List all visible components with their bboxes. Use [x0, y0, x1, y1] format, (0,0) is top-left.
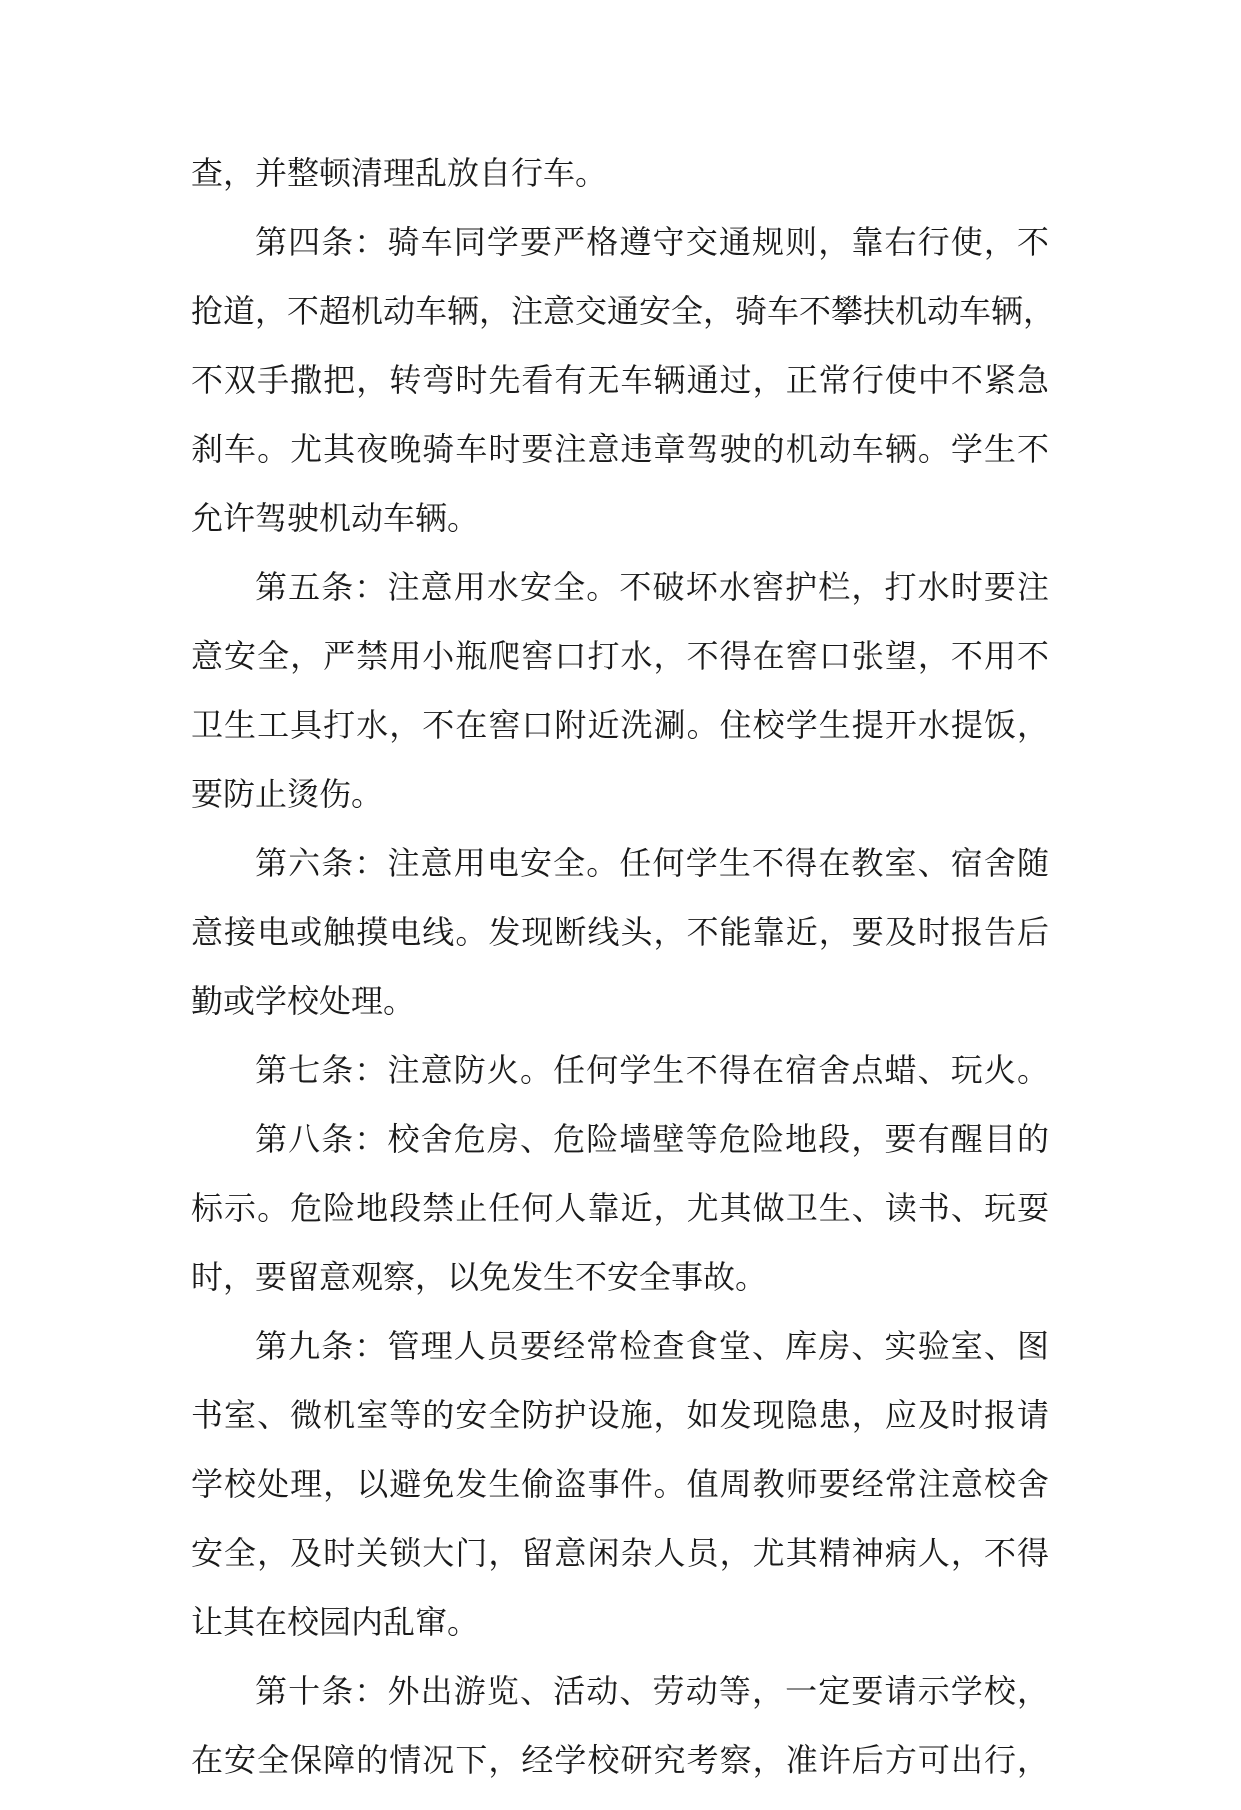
text-line: 在安全保障的情况下，经学校研究考察，准许后方可出行， — [191, 1741, 1049, 1779]
text-line: 查，并整顿清理乱放自行车。 — [191, 154, 608, 192]
text-line: 不双手撒把，转弯时先看有无车辆通过，正常行使中不紧急 — [191, 361, 1049, 399]
article-5-line: 第五条：注意用水安全。不破坏水窖护栏，打水时要注 — [255, 568, 1049, 606]
text-line: 安全，及时关锁大门，留意闲杂人员，尤其精神病人，不得 — [191, 1534, 1049, 1572]
text-line: 卫生工具打水，不在窖口附近洗涮。住校学生提开水提饭， — [191, 706, 1049, 744]
text-line: 勤或学校处理。 — [191, 982, 416, 1020]
document-body — [191, 154, 1056, 1810]
text-line: 抢道，不超机动车辆，注意交通安全，骑车不攀扶机动车辆， — [191, 292, 1056, 330]
article-6-line: 第六条：注意用电安全。任何学生不得在教室、宿舍随 — [255, 844, 1049, 882]
text-line: 学校处理，以避免发生偷盗事件。值周教师要经常注意校舍 — [191, 1465, 1049, 1503]
text-line: 时，要留意观察，以免发生不安全事故。 — [191, 1258, 768, 1296]
text-line: 要防止烫伤。 — [191, 775, 384, 813]
article-4-line: 第四条：骑车同学要严格遵守交通规则，靠右行使，不 — [255, 223, 1049, 261]
text-line: 让其在校园内乱窜。 — [191, 1603, 480, 1641]
text-line: 书室、微机室等的安全防护设施，如发现隐患，应及时报请 — [191, 1396, 1049, 1434]
text-line: 刹车。尤其夜晚骑车时要注意违章驾驶的机动车辆。学生不 — [191, 430, 1049, 468]
article-8-line: 第八条：校舍危房、危险墙壁等危险地段，要有醒目的 — [255, 1120, 1049, 1158]
text-line: 允许驾驶机动车辆。 — [191, 499, 480, 537]
article-10-line: 第十条：外出游览、活动、劳动等，一定要请示学校， — [255, 1672, 1049, 1710]
article-9-line: 第九条：管理人员要经常检查食堂、库房、实验室、图 — [255, 1327, 1049, 1365]
text-line: 意接电或触摸电线。发现断线头，不能靠近，要及时报告后 — [191, 913, 1049, 951]
text-line: 标示。危险地段禁止任何人靠近，尤其做卫生、读书、玩耍 — [191, 1189, 1049, 1227]
text-line: 意安全，严禁用小瓶爬窖口打水，不得在窖口张望，不用不 — [191, 637, 1049, 675]
article-7-line: 第七条：注意防火。任何学生不得在宿舍点蜡、玩火。 — [255, 1051, 1049, 1089]
